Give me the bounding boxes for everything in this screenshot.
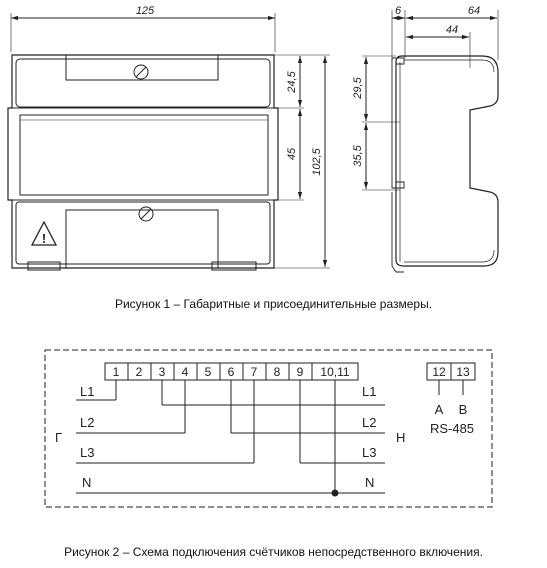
dim-side-lower-label: 35,5 bbox=[352, 145, 364, 167]
dim-total-height-label: 102,5 bbox=[311, 148, 323, 176]
front-housing bbox=[8, 55, 278, 268]
terminal-13: 13 bbox=[456, 365, 470, 379]
left-label-l1: L1 bbox=[80, 384, 95, 399]
right-label-l3: L3 bbox=[362, 445, 377, 460]
terminal-1: 1 bbox=[112, 365, 120, 379]
side-view bbox=[362, 10, 498, 272]
front-view bbox=[8, 13, 330, 270]
dim-rail-depth-label: 44 bbox=[445, 24, 459, 36]
left-label-l2: L2 bbox=[80, 415, 95, 430]
dim-side-upper-label: 29,5 bbox=[352, 77, 364, 99]
right-label-l1: L1 bbox=[362, 384, 377, 399]
terminal-3: 3 bbox=[158, 365, 166, 379]
dim-total-depth-label: 64 bbox=[467, 5, 481, 17]
terminal-8: 8 bbox=[273, 365, 281, 379]
side-profile bbox=[396, 56, 498, 266]
terminal-5: 5 bbox=[204, 365, 212, 379]
rs485-label-a: A bbox=[434, 402, 444, 417]
right-label-n: N bbox=[365, 475, 375, 490]
dim-window-label: 45 bbox=[286, 147, 298, 161]
bottom-screw bbox=[139, 207, 153, 221]
right-side-label: Н bbox=[396, 430, 406, 445]
terminal-10-11: 10,11 bbox=[320, 365, 350, 379]
rs485-label-b: B bbox=[458, 402, 468, 417]
neutral-junction bbox=[332, 490, 338, 496]
figure1-caption: Рисунок 1 – Габаритные и присоединительные размеры. bbox=[114, 297, 433, 311]
dim-upper-label: 24,5 bbox=[286, 71, 298, 93]
left-side-label: Г bbox=[55, 430, 63, 445]
terminal-9: 9 bbox=[296, 365, 304, 379]
display-window bbox=[20, 115, 268, 195]
terminal-4: 4 bbox=[181, 365, 189, 379]
left-label-l3: L3 bbox=[80, 445, 95, 460]
left-label-n: N bbox=[82, 475, 92, 490]
dim-width-label: 125 bbox=[135, 5, 155, 17]
terminal-6: 6 bbox=[227, 365, 235, 379]
terminal-12: 12 bbox=[432, 365, 446, 379]
top-screw bbox=[134, 65, 148, 79]
terminal-7: 7 bbox=[250, 365, 258, 379]
figure2-caption: Рисунок 2 – Схема подключения счётчиков непосредственного включения. bbox=[64, 545, 483, 559]
warning-mark: ! bbox=[41, 231, 47, 246]
terminal-2: 2 bbox=[135, 365, 143, 379]
dim-front-depth-label: 6 bbox=[394, 5, 402, 17]
right-label-l2: L2 bbox=[362, 415, 377, 430]
rs485-name: RS-485 bbox=[429, 421, 475, 436]
